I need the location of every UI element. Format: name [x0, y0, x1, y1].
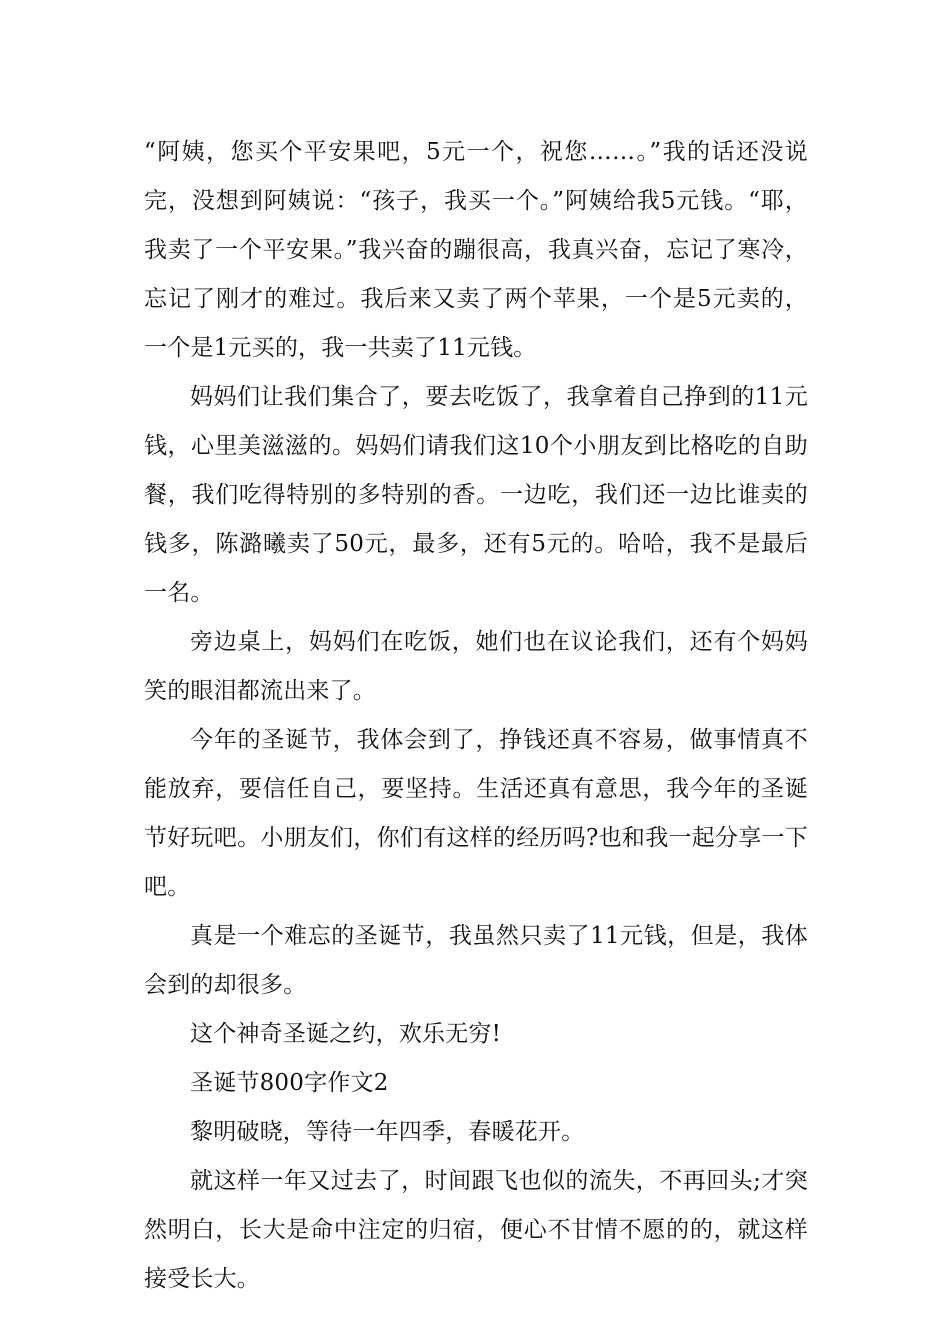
paragraph-3: 旁边桌上，妈妈们在吃饭，她们也在议论我们，还有个妈妈笑的眼泪都流出来了。: [144, 629, 808, 704]
paragraph-1: “阿姨，您买个平安果吧，5元一个，祝您……。”我的话还没说完，没想到阿姨说：“孩子，我买一个。”阿姨给我5元钱。“耶，我卖了一个平安果。”我兴奋的蹦很高，我真兴奋，忘记了寒冷，忘记了刚才的难过。我后来又卖了两个苹果，一个是5元卖的，一个是1元买的，我一共卖了11元钱。: [144, 139, 808, 361]
paragraph-4: 今年的圣诞节，我体会到了，挣钱还真不容易，做事情真不能放弃，要信任自己，要坚持。生活还真有意思，我今年的圣诞节好玩吧。小朋友们，你们有这样的经历吗?也和我一起分享一下吧。: [144, 727, 808, 900]
paragraph-7: 黎明破晓，等待一年四季，春暖花开。: [190, 1119, 585, 1145]
document-body: [144, 128, 808, 1304]
paragraph-8: 就这样一年又过去了，时间跟飞也似的流失，不再回头;才突然明白，长大是命中注定的归宿，便心不甘情不愿的的，就这样接受长大。: [144, 1168, 808, 1292]
paragraph-2: 妈妈们让我们集合了，要去吃饭了，我拿着自己挣到的11元钱，心里美滋滋的。妈妈们请我们这10个小朋友到比格吃的自助餐，我们吃得特别的多特别的香。一边吃，我们还一边比谁卖的钱多，陈潞曦卖了50元，最多，还有5元的。哈哈，我不是最后一名。: [144, 384, 808, 606]
section-heading: 圣诞节800字作文2: [190, 1070, 389, 1096]
paragraph-5: 真是一个难忘的圣诞节，我虽然只卖了11元钱，但是，我体会到的却很多。: [144, 923, 808, 998]
paragraph-6: 这个神奇圣诞之约，欢乐无穷!: [190, 1021, 502, 1047]
